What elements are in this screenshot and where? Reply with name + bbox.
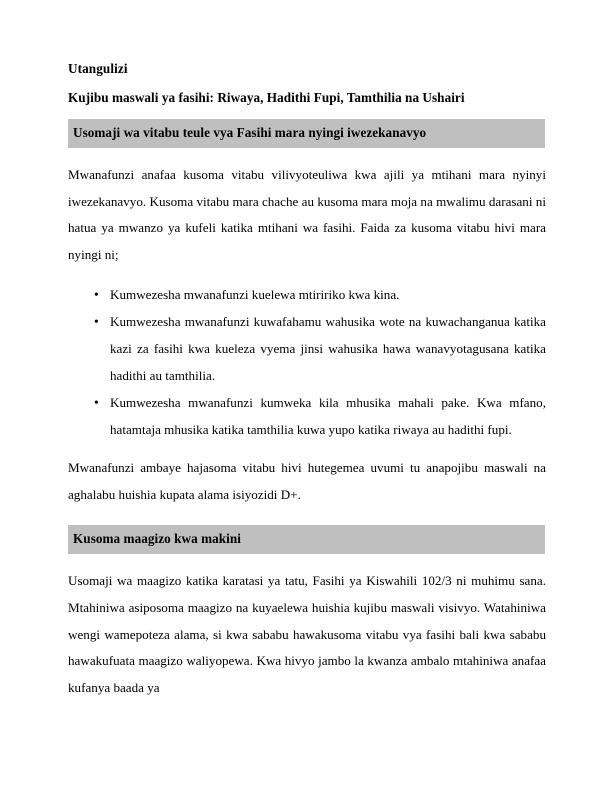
list-item: • Kumwezesha mwanafunzi kuwafahamu wahusika wote na kuwachanganua katika kazi za fasihi kwa kueleza vyema jinsi wahusika hawa wanavyotagusana katika hadithi au tamthilia. <box>68 309 546 390</box>
section-heading-kusoma-maagizo: Kusoma maagizo kwa makini <box>68 525 545 553</box>
page-bottom-whitespace <box>68 715 546 755</box>
list-item: • Kumwezesha mwanafunzi kuelewa mtiririko kwa kina. <box>68 282 546 309</box>
section-closing-paragraph: Mwanafunzi ambaye hajasoma vitabu hivi hutegemea uvumi tu anapojibu maswali na aghalabu huishia kupata alama isiyozidi D+. <box>68 459 546 502</box>
section-heading-usomaji-wa-vitabu: Usomaji wa vitabu teule vya Fasihi mara nyingi iwezekanavyo <box>68 119 545 147</box>
section-intro-paragraph: Mwanafunzi anafaa kusoma vitabu vilivyoteuliwa kwa ajili ya mtihani mara nyinyi iwezekanavyo. Kusoma vitabu mara chache au kusoma mara moja na mwalimu darasani ni hatua ya mwanzo ya kufeli katika mtihani wa fasihi. Faida za kusoma vitabu hivi mara nyingi ni; <box>68 166 546 263</box>
list-item: • Kumwezesha mwanafunzi kumweka kila mhusika mahali pake. Kwa mfano, hatamtaja mhusika katika tamthilia kuwa yupo katika riwaya au hadithi fupi. <box>68 390 546 444</box>
page-title: Utangulizi <box>68 61 128 76</box>
section-maagizo-paragraph: Usomaji wa maagizo katika karatasi ya tatu, Fasihi ya Kiswahili 102/3 ni muhimu sana. Mtahiniwa asiposoma maagizo na kuyaelewa huishia kujibu maswali visivyo. Watahiniwa wengi wamepoteza alama, si kwa sababu hawakusoma vitabu vya fasihi bali kwa sababu hawakufuata maagizo waliyopewa. Kwa hivyo jambo la kwanza ambalo mtahiniwa anafaa kufanya baada ya <box>68 572 546 696</box>
benefits-bullet-list <box>68 282 546 443</box>
document-subtitle: Kujibu maswali ya fasihi: Riwaya, Hadithi Fupi, Tamthilia na Ushairi <box>68 90 465 106</box>
